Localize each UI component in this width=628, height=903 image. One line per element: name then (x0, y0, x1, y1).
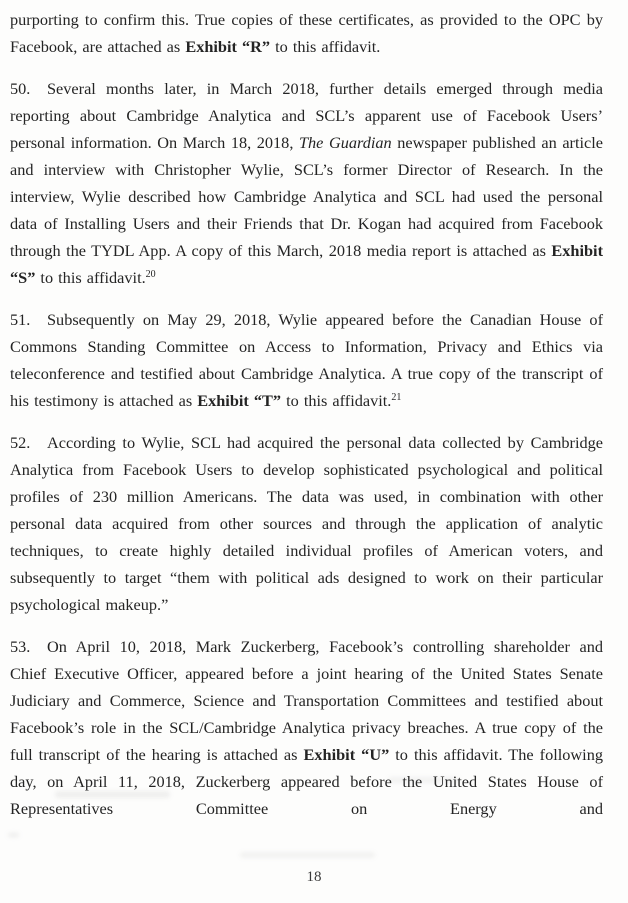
scan-artifact (240, 852, 375, 858)
text-run: 21 (391, 392, 402, 403)
paragraph-number: 51. (10, 310, 31, 329)
paragraph-text (10, 433, 603, 614)
paragraph-number: 53. (10, 637, 31, 656)
paragraph-continuation (10, 6, 603, 60)
text-run: The Guardian (298, 133, 392, 152)
paragraph-52 (10, 429, 603, 618)
text-run: newspaper published an article and interview with Christopher Wylie, SCL’s former Director of Research. In the interview, Wylie described how Cambridge Analytica and SCL had used the personal data of Installing Users and their Friends that Dr. Kogan had acquired from Facebook through the TYDL App. A copy of this March, 2018 media report is attached as (10, 133, 604, 260)
text-run: Exhibit “R” (185, 37, 271, 56)
text-run: to this affidavit. (270, 37, 381, 56)
scan-artifact (8, 833, 19, 837)
scan-artifact (55, 791, 170, 798)
document-body (10, 6, 603, 837)
text-run: purporting to confirm this. True copies of these certificates, as provided to the OPC by Facebook, are attached as (10, 10, 603, 56)
paragraph-number: 50. (10, 79, 31, 98)
scan-artifact (388, 777, 460, 783)
text-run: to this affidavit. The following day, on April 11, 2018, Zuckerberg appeared before the United States House of Representatives Committee on Energy and (10, 745, 603, 818)
paragraph-text (10, 79, 603, 287)
text-run: Several months later, in March 2018, further details emerged through media reporting about Cambridge Analytica and SCL’s apparent use of Facebook Users’ personal information. On March 18, 2018, (10, 79, 603, 152)
text-run: to this affidavit. (281, 391, 392, 410)
paragraph-text (10, 310, 603, 410)
text-run: to this affidavit. (35, 268, 146, 287)
paragraph-51 (10, 306, 603, 414)
text-run: Subsequently on May 29, 2018, Wylie appeared before the Canadian House of Commons Standing Committee on Access to Information, Privacy and Ethics via teleconference and testified about Cambridge Analytica. A true copy of the transcript of his testimony is attached as (10, 310, 603, 410)
text-run: Exhibit “U” (303, 745, 390, 764)
page-number-footer: 18 (306, 869, 322, 885)
text-run: On April 10, 2018, Mark Zuckerberg, Facebook’s controlling shareholder and Chief Executive Officer, appeared before a joint hearing of the United States Senate Judiciary and Commerce, Science and Transportation Committees and testified about Facebook’s role in the SCL/Cambridge Analytica privacy breaches. A true copy of the full transcript of the hearing is attached as (10, 637, 603, 764)
paragraph-50 (10, 75, 603, 291)
text-run: 20 (145, 269, 156, 280)
text-run: Exhibit “S” (10, 241, 603, 287)
paragraph-number: 52. (10, 433, 31, 452)
text-run: According to Wylie, SCL had acquired the personal data collected by Cambridge Analytica from Facebook Users to develop sophisticated psychological and political profiles of 230 million Americans. The data was used, in combination with other personal data acquired from other sources and through the application of analytic techniques, to create highly detailed individual profiles of American voters, and subsequently to target “them with political ads designed to work on their particular psychological makeup.” (10, 433, 603, 614)
text-run: Exhibit “T” (197, 391, 282, 410)
